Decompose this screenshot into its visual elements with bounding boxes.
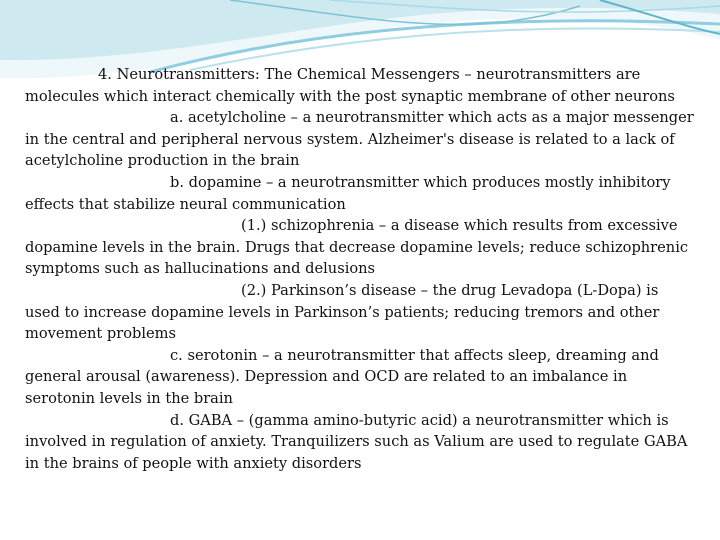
paragraph-schizophrenia: (1.) schizophrenia – a disease which results from excessive dopamine levels in the brain. Drugs that decrease dopamine levels; reduce schizophrenic symptoms such as hallucinations and delusions — [25, 217, 689, 278]
paragraph-parkinsons: (2.) Parkinson’s disease – the drug Levadopa (L-Dopa) is used to increase dopamine levels in Parkinson’s patients; reducing tremors and other movement problems — [25, 281, 660, 343]
slide-body — [25, 64, 695, 474]
paragraph-neurotransmitters: 4. Neurotransmitters: The Chemical Messengers – neurotransmitters are molecules which interact chemically with the post synaptic membrane of other neurons — [25, 66, 675, 105]
paragraph-dopamine: b. dopamine – a neurotransmitter which produces mostly inhibitory effects that stabilize neural communication — [25, 173, 671, 213]
paragraph-acetylcholine: a. acetylcholine – a neurotransmitter which acts as a major messenger in the central and peripheral nervous system. Alzheimer's disease is related to a lack of acetylcholine production in the brain — [25, 109, 694, 170]
paragraph-serotonin: c. serotonin – a neurotransmitter that affects sleep, dreaming and general arousal (awareness). Depression and OCD are related to an imbalance in serotonin levels in the brain — [25, 346, 659, 407]
paragraph-gaba: d. GABA – (gamma amino-butyric acid) a neurotransmitter which is involved in regulation of anxiety. Tranquilizers such as Valium are used to regulate GABA in the brains of people with anxiety disorders — [25, 411, 688, 472]
